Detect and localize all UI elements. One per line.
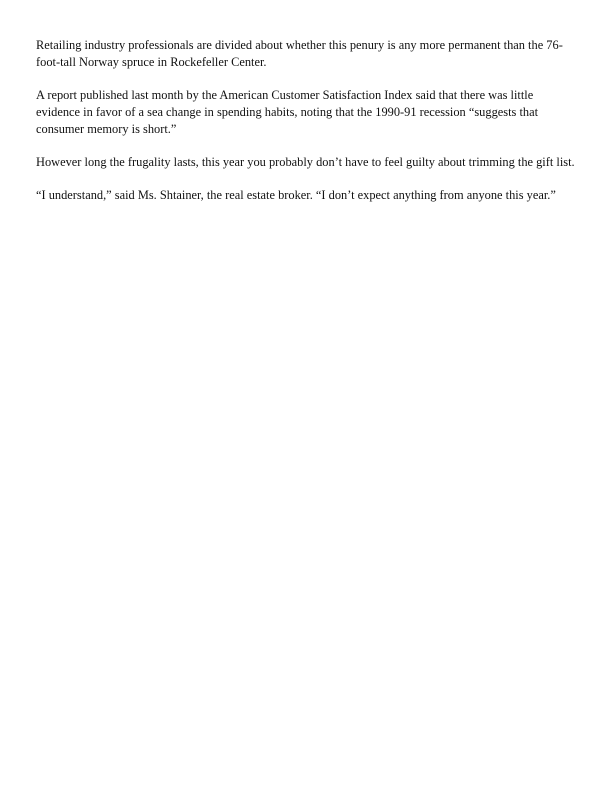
paragraph-retailing: Retailing industry professionals are divided about whether this penury is any more permanent than the 76-foot-tall Norway spruce in Rockefeller Center. xyxy=(36,38,563,69)
paragraph-quote: “I understand,” said Ms. Shtainer, the real estate broker. “I don’t expect anything from anyone this year.” xyxy=(36,188,556,202)
article-body xyxy=(36,37,576,220)
paragraph-acsi-report: A report published last month by the American Customer Satisfaction Index said that there was little evidence in favor of a sea change in spending habits, noting that the 1990-91 recession “suggests that consumer memory is short.” xyxy=(36,88,539,136)
paragraph-frugality: However long the frugality lasts, this year you probably don’t have to feel guilty about trimming the gift list. xyxy=(36,155,575,169)
